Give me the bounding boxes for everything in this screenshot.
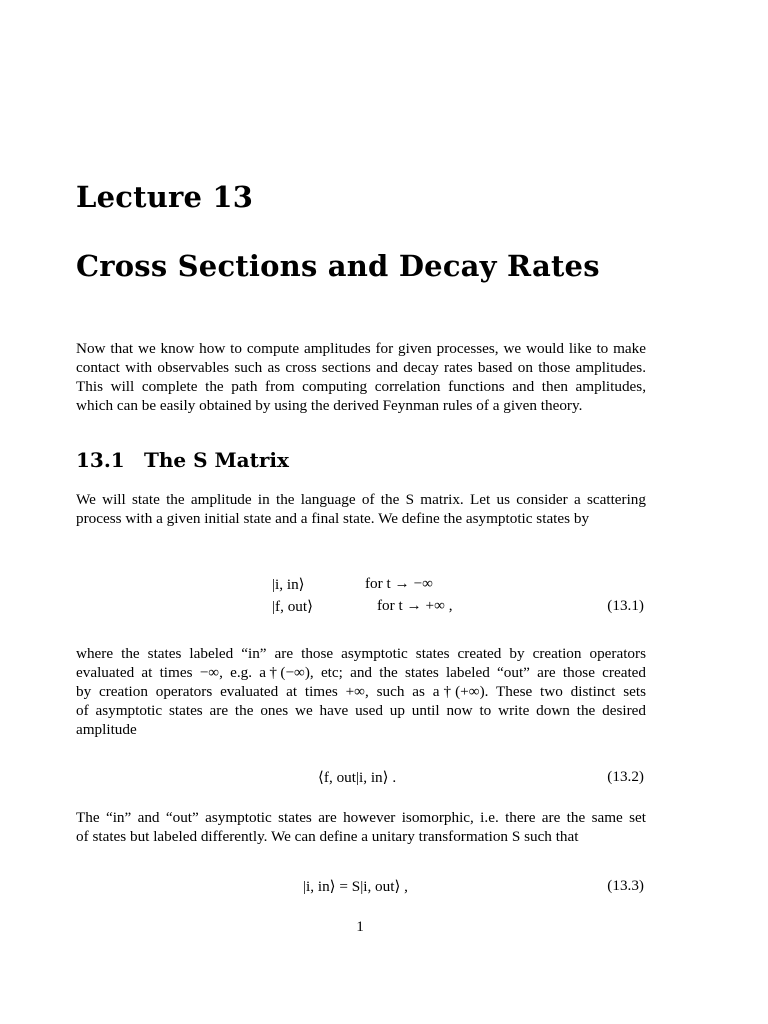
text-line: which can be easily obtained by using the derived Feynman rules of a given theory.	[76, 397, 583, 414]
equation-condition-in: for t → −∞	[365, 575, 433, 592]
text-line: evaluated at times −∞, e.g. a†(−∞), etc; and the states labeled “out” are those created	[76, 664, 646, 681]
equation-number: (13.1)	[607, 597, 644, 614]
equation-state-in: |i, in⟩	[272, 576, 305, 593]
text-line: We will state the amplitude in the language of the S matrix. Let us consider a scattering	[76, 491, 646, 508]
intro-paragraph	[76, 339, 646, 415]
text-line: amplitude	[76, 721, 137, 738]
equation-s-matrix: |i, in⟩ = S|i, out⟩ ,	[303, 878, 408, 895]
section-heading	[76, 448, 289, 472]
lecture-title: Lecture 13	[76, 180, 254, 214]
text-line: by creation operators evaluated at times +∞, such as a†(+∞). These two distinct sets	[76, 683, 646, 700]
text-line: Now that we know how to compute amplitudes for given processes, we would like to make	[76, 340, 646, 357]
page-number: 1	[356, 918, 364, 935]
equation-number: (13.3)	[607, 877, 644, 894]
text-line: The “in” and “out” asymptotic states are however isomorphic, i.e. there are the same set	[76, 809, 646, 826]
equation-amplitude: ⟨f, out|i, in⟩ .	[318, 769, 397, 786]
text-line: contact with observables such as cross sections and decay rates based on those amplitudes.	[76, 359, 646, 376]
paragraph-after-eq-13-1	[76, 644, 646, 739]
equation-condition-out: for t → +∞ ,	[377, 597, 453, 614]
section-title: The S Matrix	[144, 448, 289, 472]
chapter-title: Cross Sections and Decay Rates	[76, 249, 600, 283]
text-line: process with a given initial state and a final state. We define the asymptotic states by	[76, 510, 590, 527]
section-paragraph	[76, 490, 646, 528]
text-line: This will complete the path from computing correlation functions and then amplitudes,	[76, 378, 646, 395]
text-line: where the states labeled “in” are those asymptotic states created by creation operators	[76, 645, 646, 662]
paragraph-after-eq-13-2	[76, 808, 646, 846]
equation-state-out: |f, out⟩	[272, 598, 314, 615]
section-number: 13.1	[76, 448, 125, 472]
text-line: of asymptotic states are the ones we have used up until now to write down the desired	[76, 702, 646, 719]
text-line: of states but labeled differently. We can define a unitary transformation S such that	[76, 828, 579, 845]
equation-number: (13.2)	[607, 768, 644, 785]
